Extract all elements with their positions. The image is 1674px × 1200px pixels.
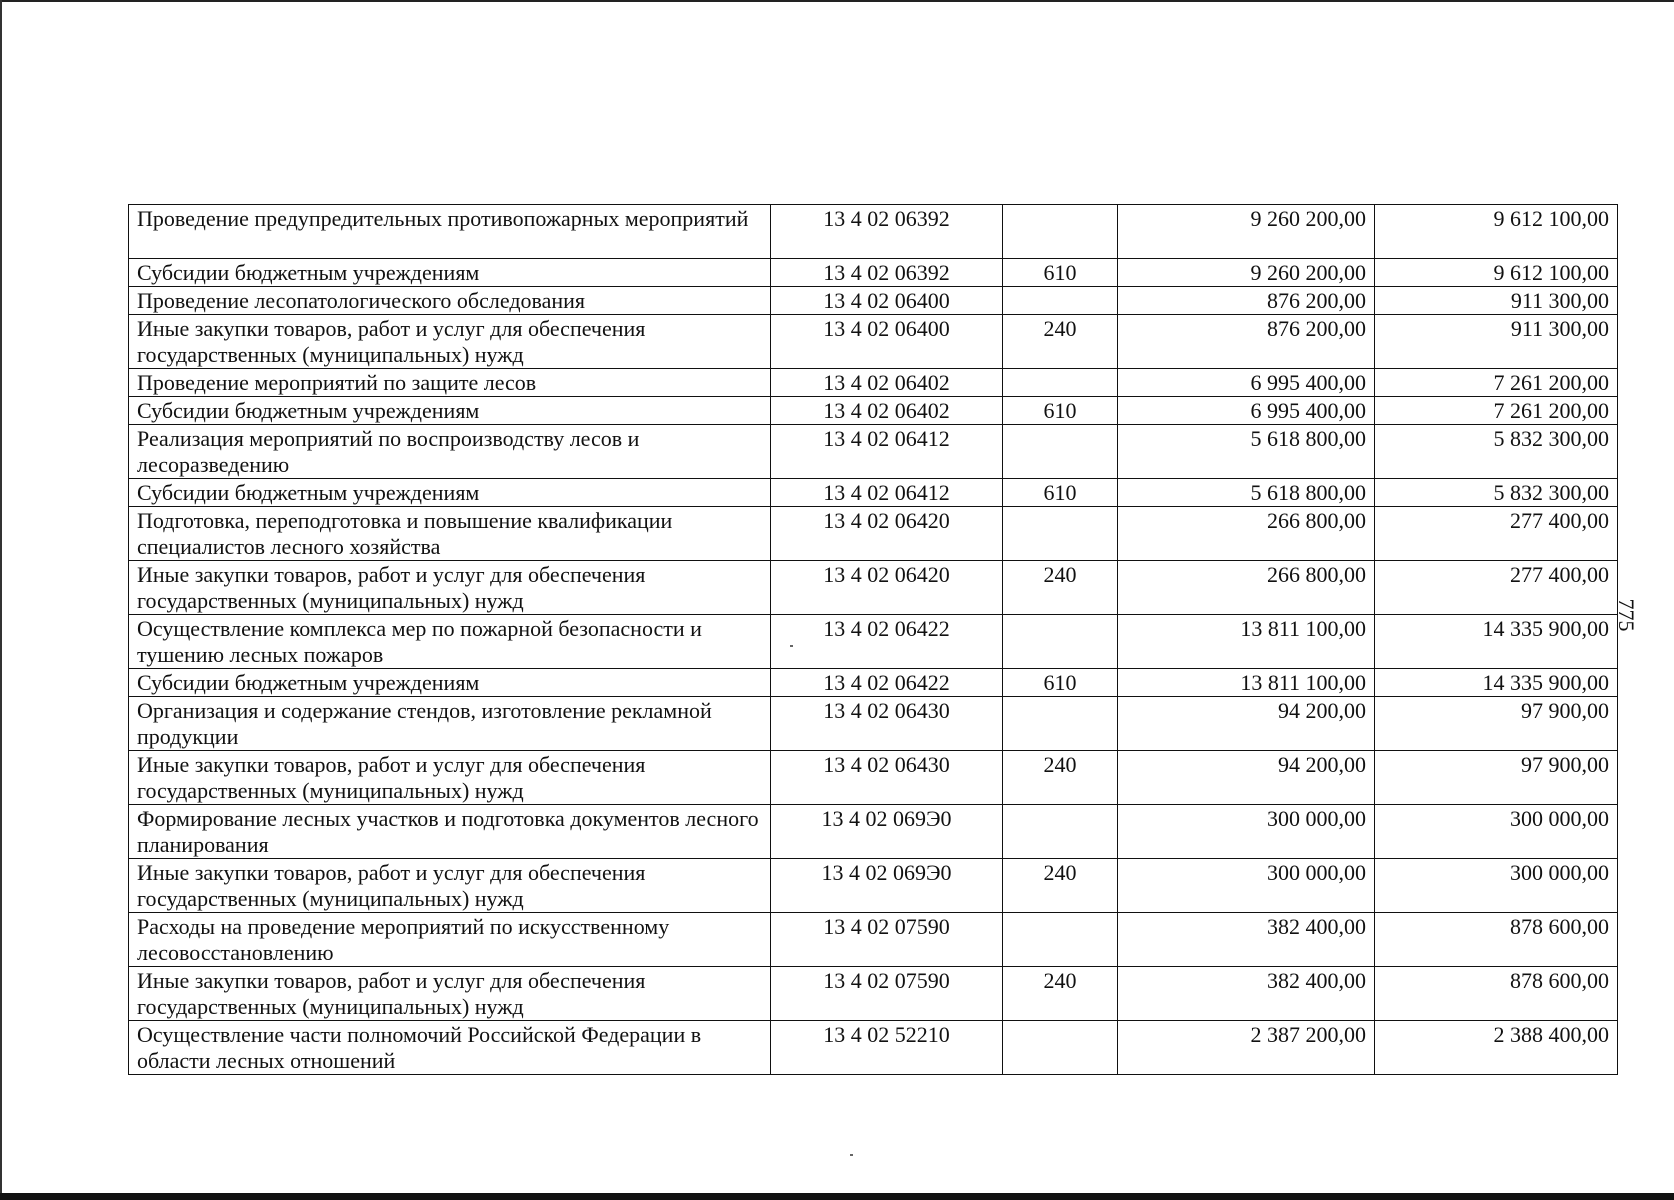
cell-sum-2: 14 335 900,00 bbox=[1375, 615, 1618, 669]
cell-type bbox=[1003, 425, 1118, 479]
scan-border-bottom bbox=[0, 1193, 1674, 1200]
cell-name: Иные закупки товаров, работ и услуг для обеспечения государственных (муниципальных) нужд bbox=[129, 859, 771, 913]
table-row bbox=[129, 561, 1618, 615]
cell-sum-1: 5 618 800,00 bbox=[1118, 425, 1375, 479]
cell-sum-1: 2 387 200,00 bbox=[1118, 1021, 1375, 1075]
cell-name: Проведение лесопатологического обследования bbox=[129, 287, 771, 315]
cell-type: 240 bbox=[1003, 561, 1118, 615]
cell-sum-2: 300 000,00 bbox=[1375, 805, 1618, 859]
cell-code: 13 4 02 07590 bbox=[771, 913, 1003, 967]
cell-code: 13 4 02 06402 bbox=[771, 369, 1003, 397]
cell-type bbox=[1003, 205, 1118, 259]
cell-type bbox=[1003, 507, 1118, 561]
cell-name: Подготовка, переподготовка и повышение квалификации специалистов лесного хозяйства bbox=[129, 507, 771, 561]
cell-sum-2: 878 600,00 bbox=[1375, 913, 1618, 967]
cell-sum-1: 9 260 200,00 bbox=[1118, 205, 1375, 259]
table-row bbox=[129, 805, 1618, 859]
table-row bbox=[129, 259, 1618, 287]
cell-type bbox=[1003, 615, 1118, 669]
cell-name: Расходы на проведение мероприятий по искусственному лесовосстановлению bbox=[129, 913, 771, 967]
cell-type: 610 bbox=[1003, 669, 1118, 697]
cell-sum-1: 876 200,00 bbox=[1118, 287, 1375, 315]
cell-sum-2: 300 000,00 bbox=[1375, 859, 1618, 913]
cell-sum-1: 6 995 400,00 bbox=[1118, 369, 1375, 397]
cell-type: 240 bbox=[1003, 967, 1118, 1021]
cell-code: 13 4 02 06402 bbox=[771, 397, 1003, 425]
cell-name: Субсидии бюджетным учреждениям bbox=[129, 397, 771, 425]
budget-table-body bbox=[129, 205, 1618, 1075]
cell-sum-2: 878 600,00 bbox=[1375, 967, 1618, 1021]
cell-sum-2: 277 400,00 bbox=[1375, 561, 1618, 615]
cell-name: Реализация мероприятий по воспроизводству лесов и лесоразведению bbox=[129, 425, 771, 479]
cell-code: 13 4 02 06422 bbox=[771, 669, 1003, 697]
cell-type bbox=[1003, 697, 1118, 751]
cell-code: 13 4 02 06422 bbox=[771, 615, 1003, 669]
cell-code: 13 4 02 06400 bbox=[771, 287, 1003, 315]
scan-border-left bbox=[0, 0, 2, 1200]
cell-sum-2: 14 335 900,00 bbox=[1375, 669, 1618, 697]
cell-type: 610 bbox=[1003, 259, 1118, 287]
cell-code: 13 4 02 52210 bbox=[771, 1021, 1003, 1075]
cell-type bbox=[1003, 287, 1118, 315]
table-row bbox=[129, 859, 1618, 913]
table-row bbox=[129, 669, 1618, 697]
cell-name: Иные закупки товаров, работ и услуг для обеспечения государственных (муниципальных) нужд bbox=[129, 967, 771, 1021]
cell-sum-1: 300 000,00 bbox=[1118, 805, 1375, 859]
cell-code: 13 4 02 06430 bbox=[771, 697, 1003, 751]
cell-sum-2: 7 261 200,00 bbox=[1375, 369, 1618, 397]
table-row bbox=[129, 479, 1618, 507]
table-row bbox=[129, 507, 1618, 561]
cell-sum-1: 94 200,00 bbox=[1118, 751, 1375, 805]
cell-type bbox=[1003, 369, 1118, 397]
cell-sum-1: 5 618 800,00 bbox=[1118, 479, 1375, 507]
scan-speck bbox=[850, 1154, 853, 1156]
cell-code: 13 4 02 06392 bbox=[771, 205, 1003, 259]
cell-code: 13 4 02 06430 bbox=[771, 751, 1003, 805]
cell-code: 13 4 02 06420 bbox=[771, 561, 1003, 615]
cell-sum-2: 2 388 400,00 bbox=[1375, 1021, 1618, 1075]
table-row bbox=[129, 205, 1618, 259]
scan-border-top bbox=[0, 0, 1674, 2]
cell-sum-1: 6 995 400,00 bbox=[1118, 397, 1375, 425]
table-row bbox=[129, 369, 1618, 397]
cell-code: 13 4 02 06392 bbox=[771, 259, 1003, 287]
cell-name: Проведение предупредительных противопожарных мероприятий bbox=[129, 205, 771, 259]
cell-sum-1: 9 260 200,00 bbox=[1118, 259, 1375, 287]
cell-code: 13 4 02 07590 bbox=[771, 967, 1003, 1021]
cell-sum-1: 876 200,00 bbox=[1118, 315, 1375, 369]
cell-sum-2: 7 261 200,00 bbox=[1375, 397, 1618, 425]
table-row bbox=[129, 913, 1618, 967]
page-number: 775 bbox=[1614, 598, 1639, 632]
cell-code: 13 4 02 069Э0 bbox=[771, 859, 1003, 913]
cell-sum-1: 382 400,00 bbox=[1118, 967, 1375, 1021]
table-row bbox=[129, 1021, 1618, 1075]
cell-name: Организация и содержание стендов, изготовление рекламной продукции bbox=[129, 697, 771, 751]
cell-type: 240 bbox=[1003, 751, 1118, 805]
cell-code: 13 4 02 069Э0 bbox=[771, 805, 1003, 859]
cell-type: 240 bbox=[1003, 859, 1118, 913]
cell-code: 13 4 02 06412 bbox=[771, 479, 1003, 507]
cell-name: Иные закупки товаров, работ и услуг для обеспечения государственных (муниципальных) нужд bbox=[129, 561, 771, 615]
table-row bbox=[129, 397, 1618, 425]
table-row bbox=[129, 425, 1618, 479]
cell-type bbox=[1003, 805, 1118, 859]
table-row bbox=[129, 697, 1618, 751]
budget-table bbox=[128, 204, 1618, 1075]
table-row bbox=[129, 751, 1618, 805]
cell-type: 240 bbox=[1003, 315, 1118, 369]
cell-sum-2: 9 612 100,00 bbox=[1375, 205, 1618, 259]
cell-sum-2: 277 400,00 bbox=[1375, 507, 1618, 561]
table-row bbox=[129, 287, 1618, 315]
cell-sum-2: 97 900,00 bbox=[1375, 751, 1618, 805]
cell-sum-1: 300 000,00 bbox=[1118, 859, 1375, 913]
cell-name: Субсидии бюджетным учреждениям bbox=[129, 479, 771, 507]
cell-sum-1: 266 800,00 bbox=[1118, 561, 1375, 615]
cell-sum-2: 911 300,00 bbox=[1375, 287, 1618, 315]
cell-type: 610 bbox=[1003, 397, 1118, 425]
cell-name: Субсидии бюджетным учреждениям bbox=[129, 259, 771, 287]
cell-name: Иные закупки товаров, работ и услуг для обеспечения государственных (муниципальных) нужд bbox=[129, 315, 771, 369]
cell-type: 610 bbox=[1003, 479, 1118, 507]
cell-sum-2: 911 300,00 bbox=[1375, 315, 1618, 369]
cell-name: Субсидии бюджетным учреждениям bbox=[129, 669, 771, 697]
cell-code: 13 4 02 06420 bbox=[771, 507, 1003, 561]
table-row bbox=[129, 967, 1618, 1021]
cell-name: Проведение мероприятий по защите лесов bbox=[129, 369, 771, 397]
cell-sum-1: 94 200,00 bbox=[1118, 697, 1375, 751]
cell-sum-1: 13 811 100,00 bbox=[1118, 615, 1375, 669]
cell-sum-2: 97 900,00 bbox=[1375, 697, 1618, 751]
cell-code: 13 4 02 06412 bbox=[771, 425, 1003, 479]
cell-sum-1: 266 800,00 bbox=[1118, 507, 1375, 561]
cell-name: Иные закупки товаров, работ и услуг для обеспечения государственных (муниципальных) нужд bbox=[129, 751, 771, 805]
cell-sum-1: 13 811 100,00 bbox=[1118, 669, 1375, 697]
cell-code: 13 4 02 06400 bbox=[771, 315, 1003, 369]
cell-type bbox=[1003, 913, 1118, 967]
cell-sum-2: 5 832 300,00 bbox=[1375, 425, 1618, 479]
cell-sum-2: 9 612 100,00 bbox=[1375, 259, 1618, 287]
table-row bbox=[129, 615, 1618, 669]
cell-name: Осуществление части полномочий Российской Федерации в области лесных отношений bbox=[129, 1021, 771, 1075]
cell-type bbox=[1003, 1021, 1118, 1075]
cell-name: Формирование лесных участков и подготовка документов лесного планирования bbox=[129, 805, 771, 859]
table-row bbox=[129, 315, 1618, 369]
cell-name: Осуществление комплекса мер по пожарной безопасности и тушению лесных пожаров bbox=[129, 615, 771, 669]
cell-sum-1: 382 400,00 bbox=[1118, 913, 1375, 967]
cell-sum-2: 5 832 300,00 bbox=[1375, 479, 1618, 507]
